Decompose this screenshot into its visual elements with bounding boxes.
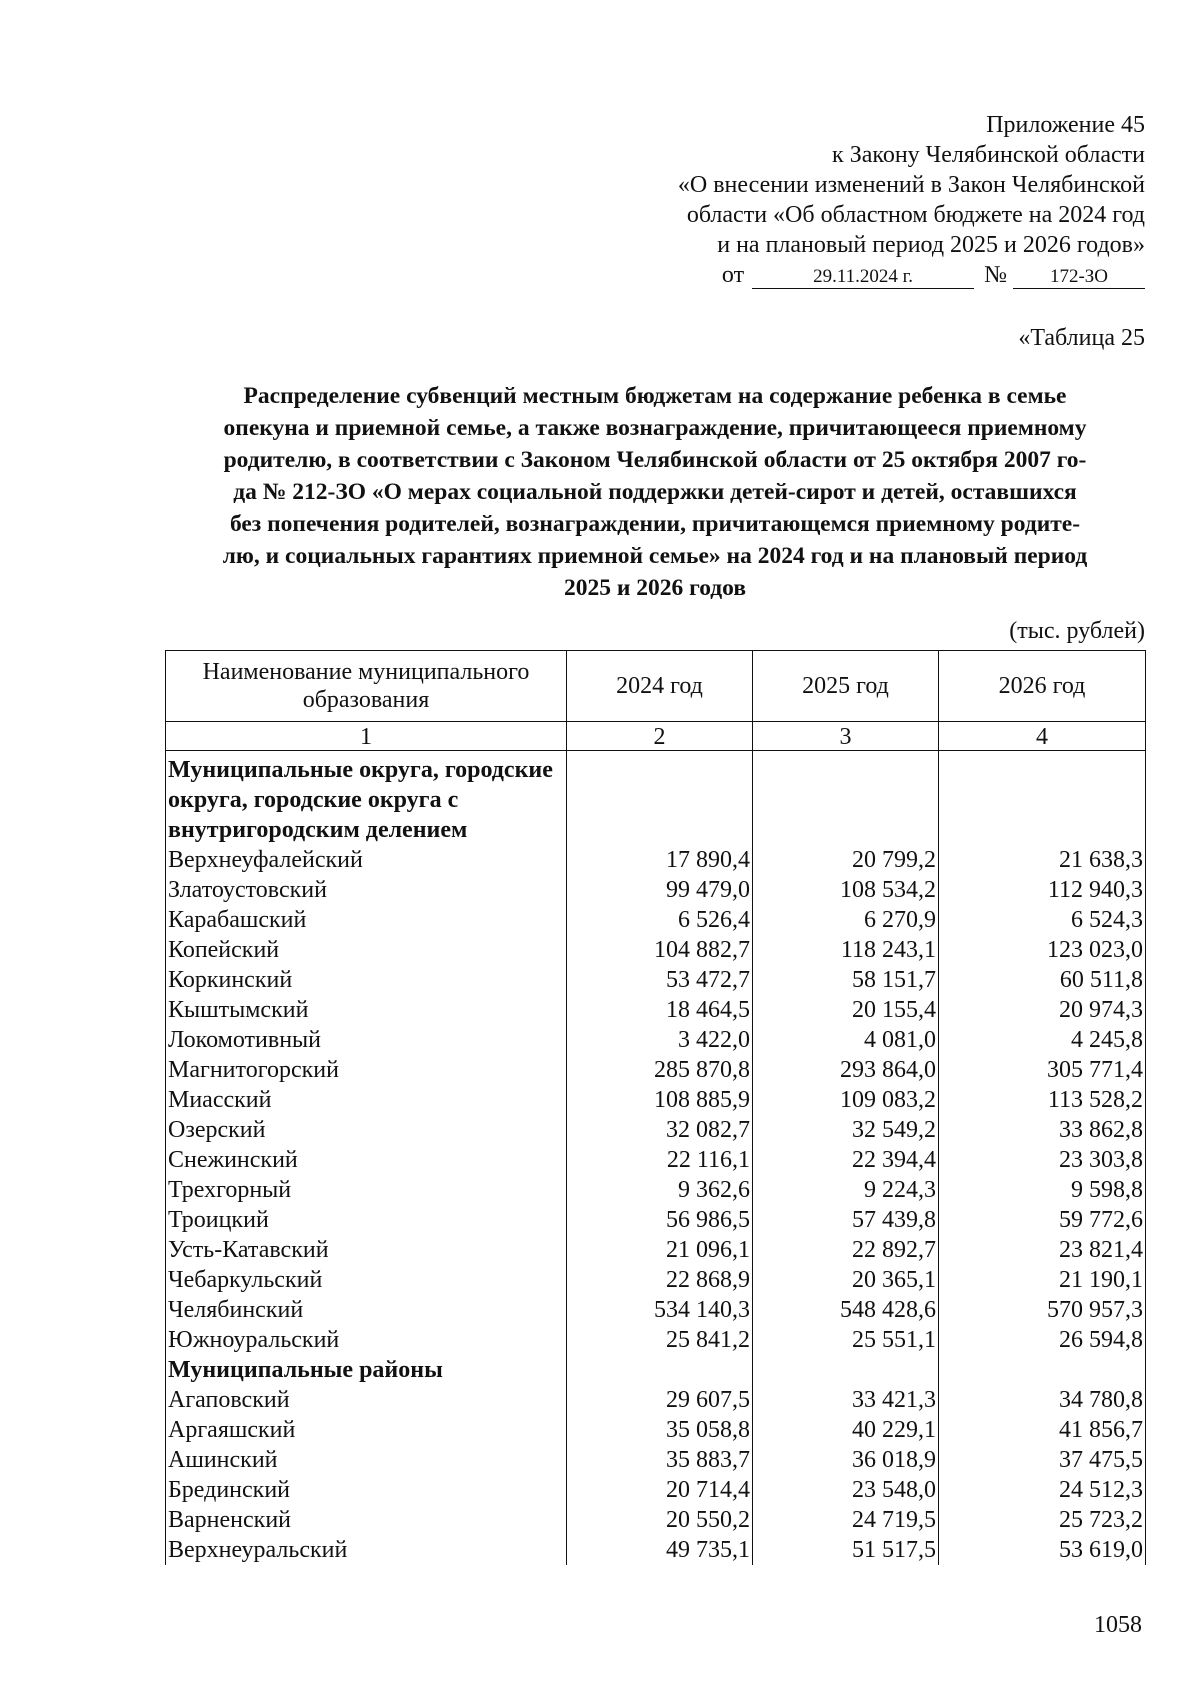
table-row [166,905,1146,935]
value-2025: 4 081,0 [753,1025,939,1055]
appendix-header [525,110,1145,290]
value-2024: 6 526,4 [567,905,753,935]
value-2024: 104 882,7 [567,935,753,965]
header-line: и на плановый период 2025 и 2026 годов» [717,232,1145,258]
law-date: 29.11.2024 г. [752,266,974,289]
table-row [166,1025,1146,1055]
value-2026: 59 772,6 [939,1205,1146,1235]
table-row [166,1475,1146,1505]
value-2025: 58 151,7 [753,965,939,995]
value-2025: 24 719,5 [753,1505,939,1535]
table-row [166,1505,1146,1535]
title-line: Распределение субвенций местным бюджетам на содержание ребенка в семье [243,383,1067,409]
value-2025: 51 517,5 [753,1535,939,1565]
value-2026: 23 303,8 [939,1145,1146,1175]
value-2026: 4 245,8 [939,1025,1146,1055]
section-title: Муниципальные округа, городские округа, городские округа с внутригородским делением [166,755,567,845]
municipality-name: Чебаркульский [166,1265,567,1295]
value-2025: 9 224,3 [753,1175,939,1205]
value-2026: 20 974,3 [939,995,1146,1025]
municipality-name: Снежинский [166,1145,567,1175]
column-number: 2 [567,722,753,751]
table-row [166,1325,1146,1355]
municipality-name: Коркинский [166,965,567,995]
value-2026: 305 771,4 [939,1055,1146,1085]
table-row [166,845,1146,875]
table-row [166,1085,1146,1115]
value-2026: 113 528,2 [939,1085,1146,1115]
value-2024: 18 464,5 [567,995,753,1025]
municipality-name: Кыштымский [166,995,567,1025]
column-header-name: Наименование муниципального образования [166,651,567,722]
value-2025: 23 548,0 [753,1475,939,1505]
value-2026: 60 511,8 [939,965,1146,995]
value-2026: 26 594,8 [939,1325,1146,1355]
document-title [165,380,1145,604]
value-2025: 548 428,6 [753,1295,939,1325]
law-number: 172-ЗО [1013,266,1145,289]
column-header-2024: 2024 год [567,651,753,722]
municipality-name: Верхнеуфалейский [166,845,567,875]
value-2026: 9 598,8 [939,1175,1146,1205]
empty-cell [753,755,939,845]
value-2024: 32 082,7 [567,1115,753,1145]
municipality-name: Локомотивный [166,1025,567,1055]
value-2025: 32 549,2 [753,1115,939,1145]
value-2025: 22 394,4 [753,1145,939,1175]
value-2026: 23 821,4 [939,1235,1146,1265]
value-2026: 21 190,1 [939,1265,1146,1295]
municipality-name: Магнитогорский [166,1055,567,1085]
header-line: области «Об областном бюджете на 2024 год [686,202,1145,228]
table-row [166,1265,1146,1295]
title-line: лю, и социальных гарантиях приемной семье» на 2024 год и на плановый период [222,543,1088,569]
value-2024: 29 607,5 [567,1385,753,1415]
value-2025: 6 270,9 [753,905,939,935]
table-header-row [166,651,1146,722]
municipality-name: Челябинский [166,1295,567,1325]
value-2025: 20 155,4 [753,995,939,1025]
header-date-line [525,260,1145,290]
table-row [166,1145,1146,1175]
municipality-name: Верхнеуральский [166,1535,567,1565]
table-row [166,1385,1146,1415]
municipality-name: Варненский [166,1505,567,1535]
value-2026: 53 619,0 [939,1535,1146,1565]
section-row [166,755,1146,845]
table-row [166,1205,1146,1235]
municipality-name: Златоустовский [166,875,567,905]
subvention-table [165,650,1146,1565]
column-number: 3 [753,722,939,751]
table-row [166,935,1146,965]
municipality-name: Троицкий [166,1205,567,1235]
value-2026: 21 638,3 [939,845,1146,875]
empty-cell [753,1355,939,1385]
value-2024: 22 116,1 [567,1145,753,1175]
value-2024: 22 868,9 [567,1265,753,1295]
municipality-name: Трехгорный [166,1175,567,1205]
value-2026: 41 856,7 [939,1415,1146,1445]
value-2025: 109 083,2 [753,1085,939,1115]
header-line: «О внесении изменений в Закон Челябинской [677,172,1145,198]
date-prefix: от [721,262,745,288]
value-2024: 99 479,0 [567,875,753,905]
empty-cell [939,1355,1146,1385]
table-row [166,995,1146,1025]
municipality-name: Миасский [166,1085,567,1115]
number-prefix: № [984,262,1007,288]
value-2025: 57 439,8 [753,1205,939,1235]
table-row [166,1235,1146,1265]
page-number: 1058 [1094,1612,1142,1638]
table-row [166,1115,1146,1145]
value-2026: 25 723,2 [939,1505,1146,1535]
value-2024: 53 472,7 [567,965,753,995]
title-line: опекуна и приемной семье, а также вознаграждение, причитающееся приемному [223,415,1087,441]
value-2024: 21 096,1 [567,1235,753,1265]
units-label: (тыс. рублей) [1009,618,1145,644]
value-2025: 22 892,7 [753,1235,939,1265]
value-2025: 108 534,2 [753,875,939,905]
value-2024: 17 890,4 [567,845,753,875]
header-line: к Закону Челябинской области [832,142,1145,168]
value-2024: 285 870,8 [567,1055,753,1085]
value-2025: 25 551,1 [753,1325,939,1355]
value-2026: 37 475,5 [939,1445,1146,1475]
value-2025: 33 421,3 [753,1385,939,1415]
table-row [166,1175,1146,1205]
value-2024: 56 986,5 [567,1205,753,1235]
title-line: да № 212-ЗО «О мерах социальной поддержки детей-сирот и детей, оставшихся [233,479,1077,505]
column-header-2025: 2025 год [753,651,939,722]
municipality-name: Брединский [166,1475,567,1505]
value-2024: 9 362,6 [567,1175,753,1205]
table-label: «Таблица 25 [1018,325,1145,351]
section-title: Муниципальные районы [166,1355,567,1385]
value-2026: 123 023,0 [939,935,1146,965]
municipality-name: Усть-Катавский [166,1235,567,1265]
table-row [166,1295,1146,1325]
column-number: 1 [166,722,567,751]
value-2024: 49 735,1 [567,1535,753,1565]
value-2025: 20 365,1 [753,1265,939,1295]
title-line: 2025 и 2026 годов [563,575,747,601]
table-row [166,1415,1146,1445]
municipality-name: Южноуральский [166,1325,567,1355]
municipality-name: Озерский [166,1115,567,1145]
value-2025: 20 799,2 [753,845,939,875]
table-row [166,1535,1146,1565]
table-row [166,875,1146,905]
value-2024: 35 058,8 [567,1415,753,1445]
value-2024: 3 422,0 [567,1025,753,1055]
column-header-2026: 2026 год [939,651,1146,722]
value-2025: 118 243,1 [753,935,939,965]
municipality-name: Ашинский [166,1445,567,1475]
value-2026: 33 862,8 [939,1115,1146,1145]
value-2024: 25 841,2 [567,1325,753,1355]
value-2025: 293 864,0 [753,1055,939,1085]
header-line: Приложение 45 [986,112,1145,138]
value-2024: 35 883,7 [567,1445,753,1475]
value-2024: 20 550,2 [567,1505,753,1535]
title-line: без попечения родителей, вознаграждении, причитающемся приемному родите- [229,511,1081,537]
value-2024: 108 885,9 [567,1085,753,1115]
column-number-row [166,722,1146,751]
table-row [166,1055,1146,1085]
table-row [166,1445,1146,1475]
municipality-name: Агаповский [166,1385,567,1415]
value-2024: 20 714,4 [567,1475,753,1505]
value-2026: 24 512,3 [939,1475,1146,1505]
empty-cell [567,755,753,845]
value-2026: 570 957,3 [939,1295,1146,1325]
section-row [166,1355,1146,1385]
value-2026: 112 940,3 [939,875,1146,905]
value-2026: 6 524,3 [939,905,1146,935]
municipality-name: Аргаяшский [166,1415,567,1445]
table-row [166,965,1146,995]
empty-cell [939,755,1146,845]
municipality-name: Карабашский [166,905,567,935]
value-2025: 36 018,9 [753,1445,939,1475]
value-2024: 534 140,3 [567,1295,753,1325]
value-2025: 40 229,1 [753,1415,939,1445]
value-2026: 34 780,8 [939,1385,1146,1415]
column-number: 4 [939,722,1146,751]
municipality-name: Копейский [166,935,567,965]
empty-cell [567,1355,753,1385]
title-line: родителю, в соответствии с Законом Челябинской области от 25 октября 2007 го- [223,447,1087,473]
